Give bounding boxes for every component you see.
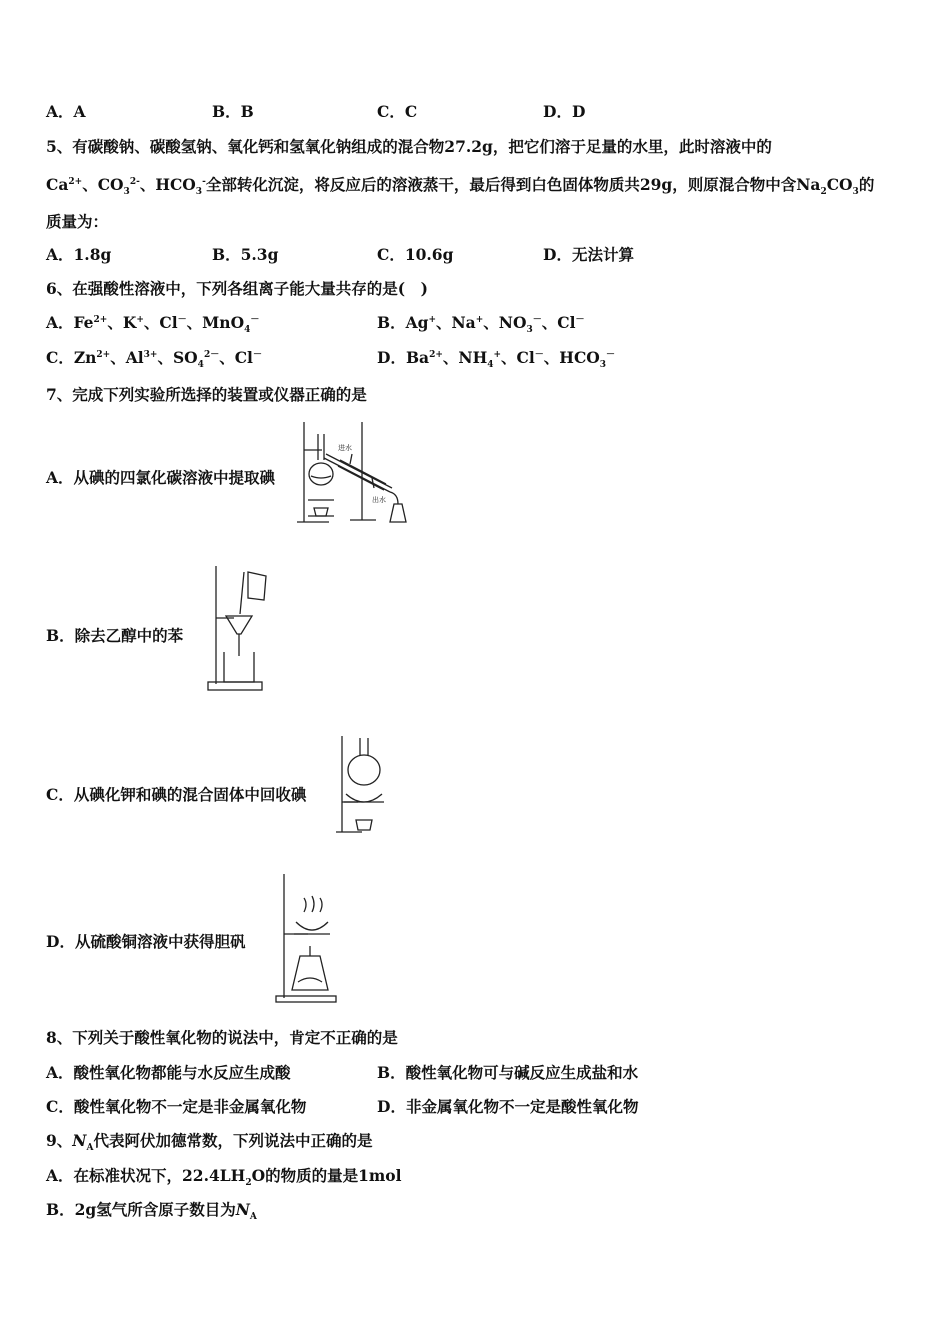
q9-stem: 9、$N_A$代表阿伏加德常数，下列说法中正确的是: [46, 1131, 373, 1154]
condenser-water-in-label: 进水: [338, 444, 352, 452]
q4-option-b: B．B: [212, 102, 254, 121]
q7-option-a: A．从碘的四氯化碳溶液中提取碘: [46, 468, 276, 487]
q9-option-b: B．2g氢气所含原子数目为$N_A$: [46, 1200, 257, 1223]
filtration-apparatus-figure: [200, 556, 275, 694]
q4-option-a: A．A: [46, 102, 86, 121]
q7-option-b: B．除去乙醇中的苯: [46, 626, 184, 645]
sublimation-apparatus-figure: [334, 732, 390, 840]
q6-stem: 6、在强酸性溶液中，下列各组离子能大量共存的是( ): [46, 279, 428, 298]
condenser-water-out-label: 出水: [372, 496, 386, 504]
q8-option-a: A．酸性氧化物都能与水反应生成酸: [46, 1063, 291, 1082]
distillation-apparatus-figure: [294, 420, 414, 528]
q5-option-b: B．5.3g: [212, 245, 279, 264]
evaporation-apparatus-figure: [268, 872, 344, 1004]
q6-option-b: B．Ag+、Na+、$NO_3^-$、Cl－: [377, 313, 585, 336]
q8-stem: 8、下列关于酸性氧化物的说法中，肯定不正确的是: [46, 1028, 398, 1047]
q6-option-a: A．$Fe^{2+}$、K+、Cl－、MnO$_4$－: [46, 313, 260, 336]
q5-stem-line2: $Ca^{2+}$、$CO_3^{2-}$、$HCO_3^-$全部转化沉淀，将反应后的溶液蒸干，最后得到白色固体物质共29g，则原混合物中含$Na_2CO_3$的: [46, 175, 875, 198]
q6-option-d: D．$Ba^{2+}$、$NH_4^+$、Cl－、$HCO_3^-$: [377, 348, 616, 371]
q5-option-a: A．1.8g: [46, 245, 112, 264]
q5-stem-line1: 5、有碳酸钠、碳酸氢钠、氧化钙和氢氧化钠组成的混合物27.2g，把它们溶于足量的水里，此时溶液中的: [46, 137, 772, 156]
q9-option-a: A．在标准状况下，$22.4LH_2O$的物质的量是1mol: [46, 1166, 402, 1189]
q7-option-c: C．从碘化钾和碘的混合固体中回收碘: [46, 785, 307, 804]
q4-option-c: C．C: [377, 102, 418, 121]
q5-option-d: D．无法计算: [543, 245, 634, 264]
q7-option-d: D．从硫酸铜溶液中获得胆矾: [46, 932, 246, 951]
q5-stem-line3: 质量为：: [46, 212, 109, 231]
q5-option-c: C．10.6g: [377, 245, 454, 264]
q8-option-c: C．酸性氧化物不一定是非金属氧化物: [46, 1097, 307, 1116]
q8-option-d: D．非金属氧化物不一定是酸性氧化物: [377, 1097, 639, 1116]
q7-stem: 7、完成下列实验所选择的装置或仪器正确的是: [46, 385, 367, 404]
q6-option-c: C．$Zn^{2+}$、$Al^{3+}$、$SO_4^{2-}$、Cl－: [46, 348, 262, 371]
q4-option-d: D．D: [543, 102, 586, 121]
q8-option-b: B．酸性氧化物可与碱反应生成盐和水: [377, 1063, 639, 1082]
